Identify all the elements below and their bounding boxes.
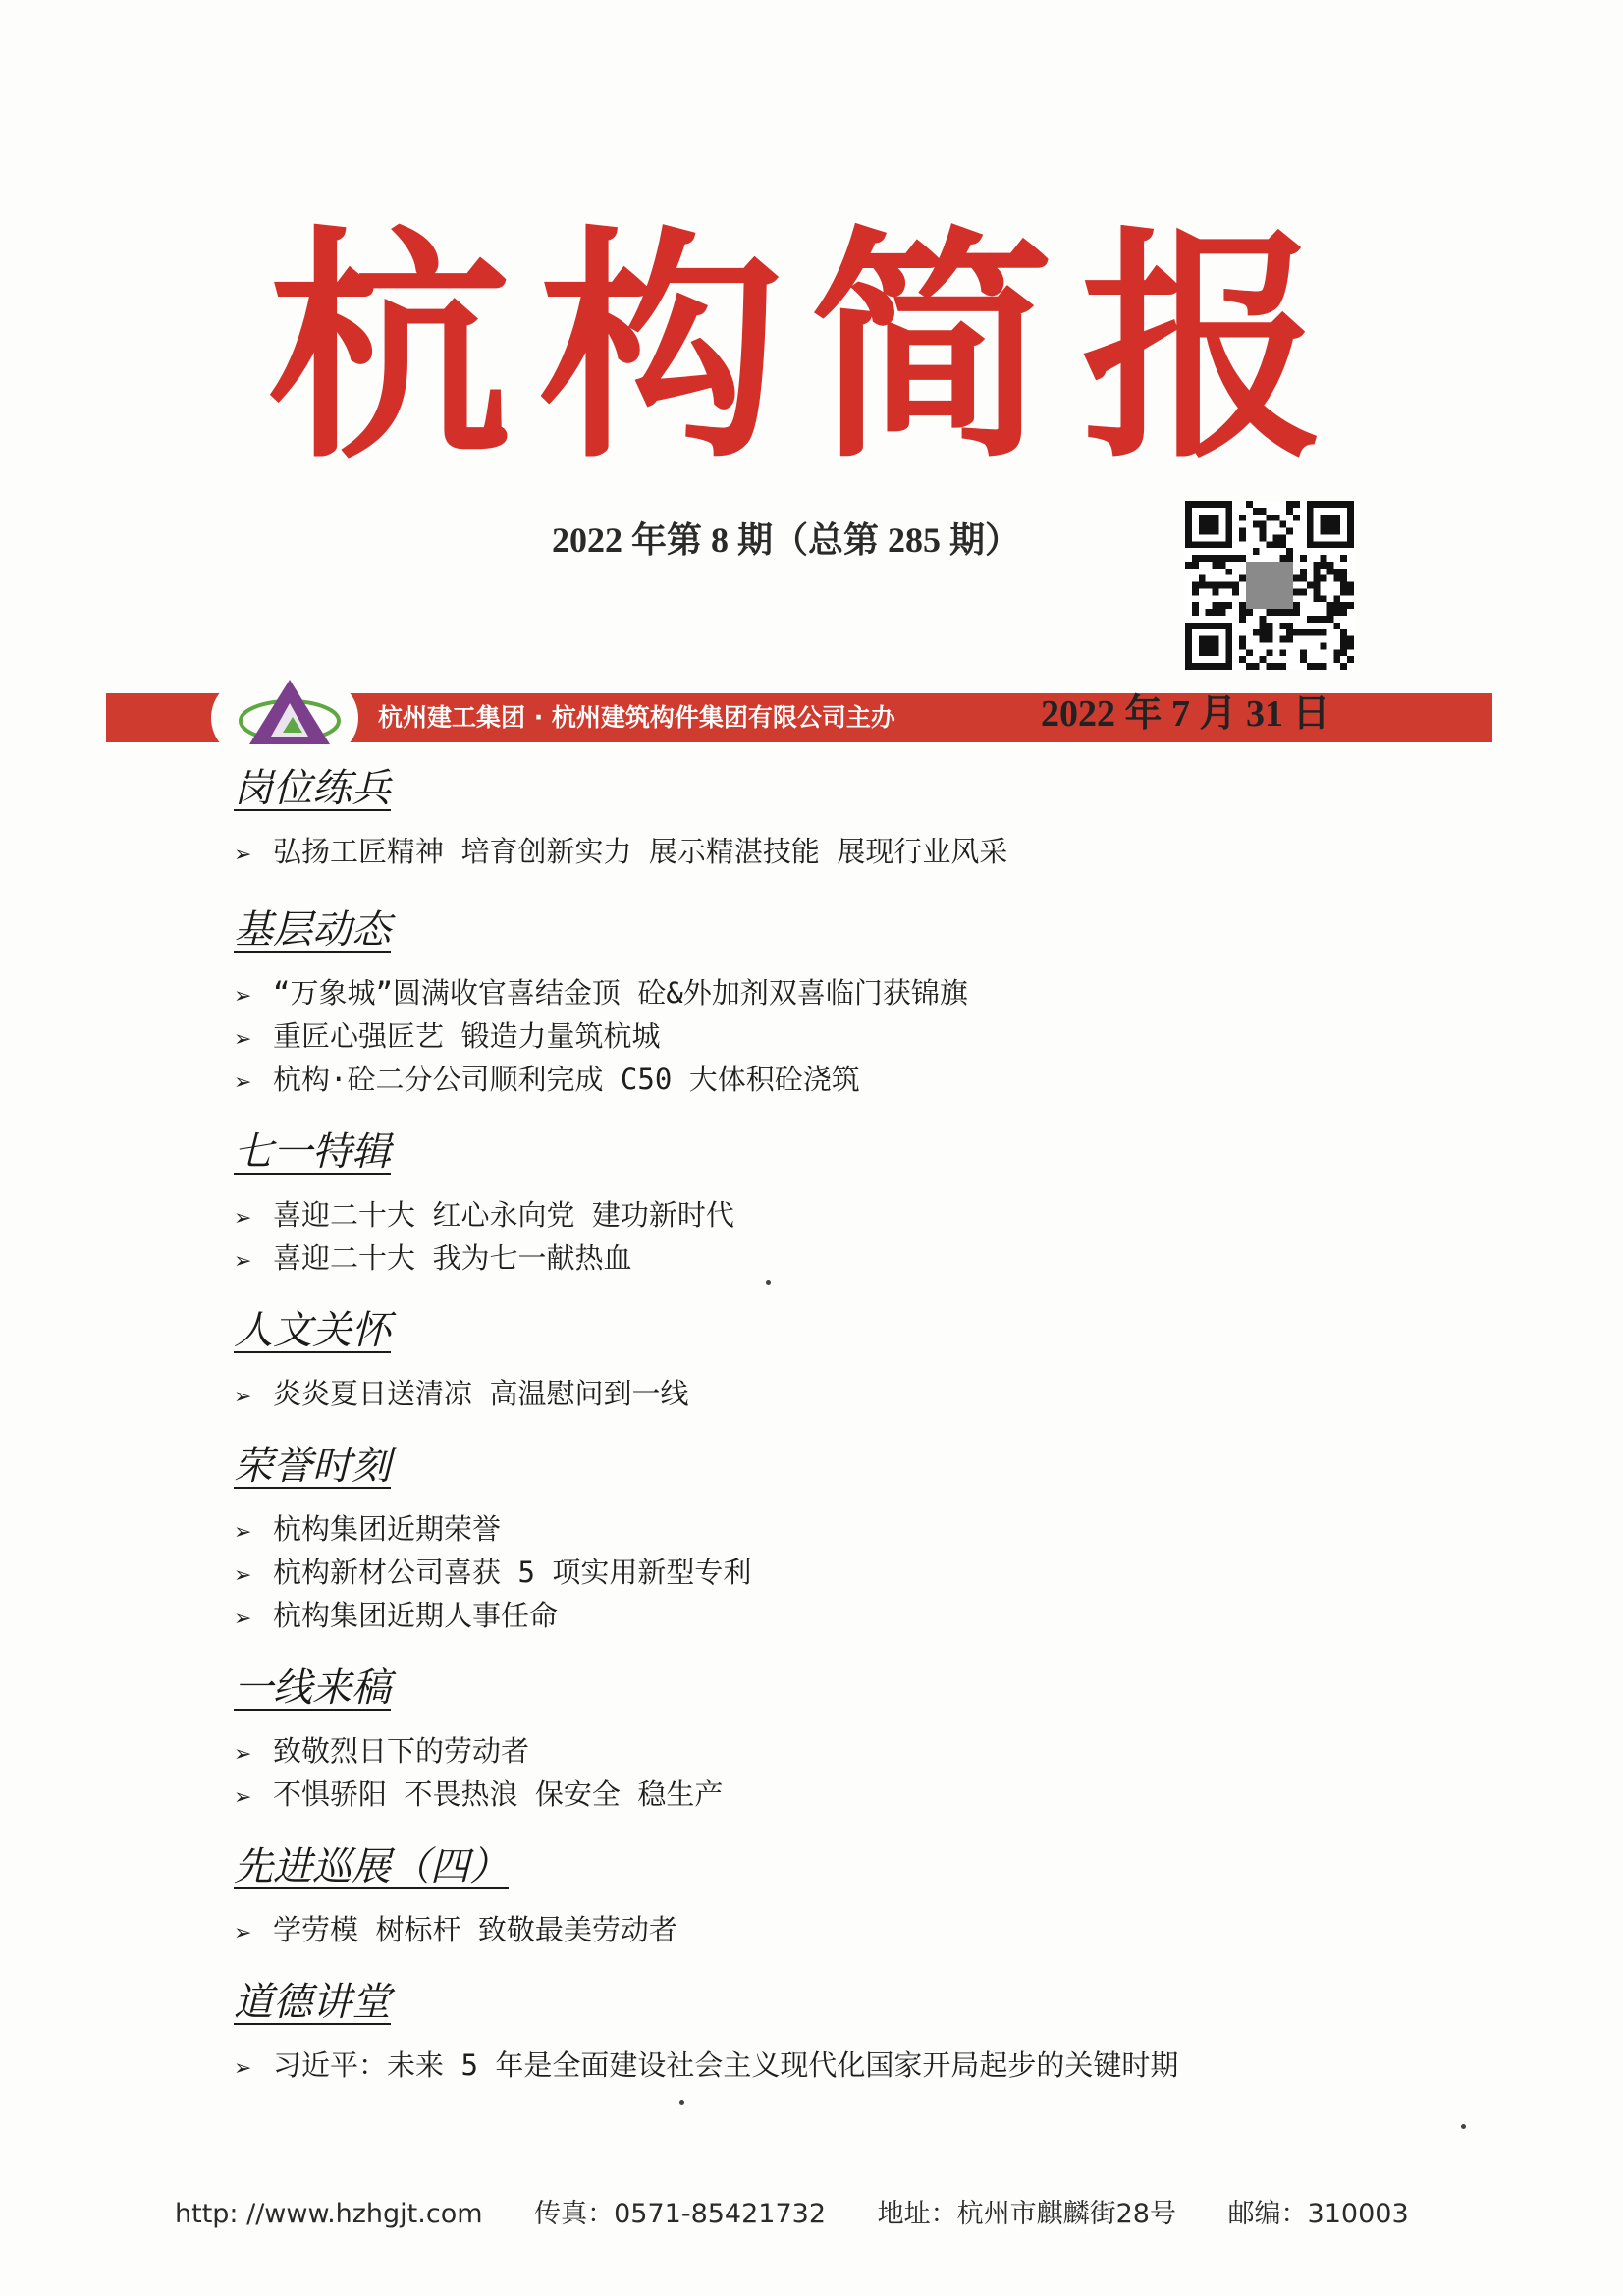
toc-item-text: 杭构·砼二分公司顺利完成 C50 大体积砼浇筑 (273, 1063, 860, 1096)
section-heading: 荣誉时刻 (234, 1444, 391, 1489)
toc-item (234, 1058, 1510, 1101)
section-heading: 先进巡展（四） (234, 1844, 509, 1889)
toc-item-text: 喜迎二十大 我为七一献热血 (273, 1241, 632, 1275)
toc-section (234, 761, 1510, 873)
section-heading: 岗位练兵 (234, 766, 391, 811)
toc-item (234, 2044, 1510, 2087)
organizer-text: 杭州建工集团 · 杭州建筑构件集团有限公司主办 (378, 703, 895, 732)
scan-speck (766, 1280, 771, 1285)
footer-contact (175, 2192, 1452, 2230)
arrow-bullet-icon: ➢ (234, 1385, 252, 1409)
toc-item-text: 弘扬工匠精神 培育创新实力 展示精湛技能 展现行业风采 (273, 835, 1008, 868)
toc-item (234, 1729, 1510, 1773)
toc-item-text: 致敬烈日下的劳动者 (273, 1734, 530, 1768)
toc-item (234, 1908, 1510, 1951)
toc-item (234, 1551, 1510, 1594)
toc-section (234, 902, 1510, 1101)
toc-section (234, 1439, 1510, 1637)
toc-item-text: 炎炎夏日送清凉 高温慰问到一线 (273, 1377, 689, 1410)
arrow-bullet-icon: ➢ (234, 1520, 252, 1545)
scan-speck (679, 2100, 684, 2105)
toc-item (234, 1014, 1510, 1058)
section-heading: 七一特辑 (234, 1129, 391, 1175)
arrow-bullet-icon: ➢ (234, 2056, 252, 2081)
section-heading: 一线来稿 (234, 1666, 391, 1711)
arrow-bullet-icon: ➢ (234, 1607, 252, 1631)
toc-item (234, 1507, 1510, 1551)
triangle-logo-icon (236, 674, 344, 758)
toc-item-text: 学劳模 树标杆 致敬最美劳动者 (273, 1913, 677, 1946)
arrow-bullet-icon: ➢ (234, 1742, 252, 1767)
arrow-bullet-icon: ➢ (234, 1070, 252, 1095)
masthead-title: 杭构简报 (268, 205, 1352, 491)
toc-section (234, 1124, 1510, 1280)
toc-item-text: “万象城”圆满收官喜结金顶 砼&外加剂双喜临门获锦旗 (273, 976, 968, 1010)
section-heading: 道德讲堂 (234, 1980, 391, 2025)
toc-item-text: 杭构集团近期荣誉 (273, 1512, 502, 1546)
toc-item-text: 喜迎二十大 红心永向党 建功新时代 (273, 1198, 734, 1231)
table-of-contents (234, 761, 1510, 2087)
arrow-bullet-icon: ➢ (234, 1785, 252, 1810)
footer-website: http: //www.hzhgjt.com (175, 2199, 483, 2229)
toc-item-text: 习近平：未来 5 年是全面建设社会主义现代化国家开局起步的关键时期 (273, 2049, 1179, 2082)
scan-speck (1461, 2124, 1466, 2129)
arrow-bullet-icon: ➢ (234, 984, 252, 1009)
arrow-bullet-icon: ➢ (234, 1249, 252, 1274)
footer-postcode: 邮编：310003 (1227, 2199, 1409, 2229)
footer-fax: 传真：0571-85421732 (534, 2199, 827, 2229)
toc-item (234, 1193, 1510, 1236)
toc-item-text: 不惧骄阳 不畏热浪 保安全 稳生产 (273, 1777, 724, 1811)
toc-item (234, 971, 1510, 1014)
toc-item-text: 杭构集团近期人事任命 (273, 1599, 559, 1632)
toc-section (234, 1975, 1510, 2087)
section-heading: 基层动态 (234, 907, 391, 953)
toc-section (234, 1303, 1510, 1415)
footer-address: 地址：杭州市麒麟街28号 (877, 2199, 1176, 2229)
toc-item-text: 重匠心强匠艺 锻造力量筑杭城 (273, 1019, 661, 1053)
arrow-bullet-icon: ➢ (234, 1206, 252, 1230)
toc-item (234, 1372, 1510, 1415)
toc-item-text: 杭构新材公司喜获 5 项实用新型专利 (273, 1556, 752, 1589)
toc-item (234, 830, 1510, 873)
qr-code-icon (1185, 501, 1354, 670)
section-heading: 人文关怀 (234, 1308, 391, 1353)
issue-number: 2022 年第 8 期（总第 285 期） (552, 520, 1021, 560)
publish-date: 2022 年 7 月 31 日 (1041, 693, 1330, 735)
arrow-bullet-icon: ➢ (234, 1563, 252, 1588)
toc-item (234, 1594, 1510, 1637)
arrow-bullet-icon: ➢ (234, 1027, 252, 1052)
toc-item (234, 1236, 1510, 1280)
arrow-bullet-icon: ➢ (234, 843, 252, 867)
toc-section (234, 1661, 1510, 1816)
arrow-bullet-icon: ➢ (234, 1921, 252, 1945)
toc-item (234, 1773, 1510, 1816)
toc-section (234, 1839, 1510, 1951)
